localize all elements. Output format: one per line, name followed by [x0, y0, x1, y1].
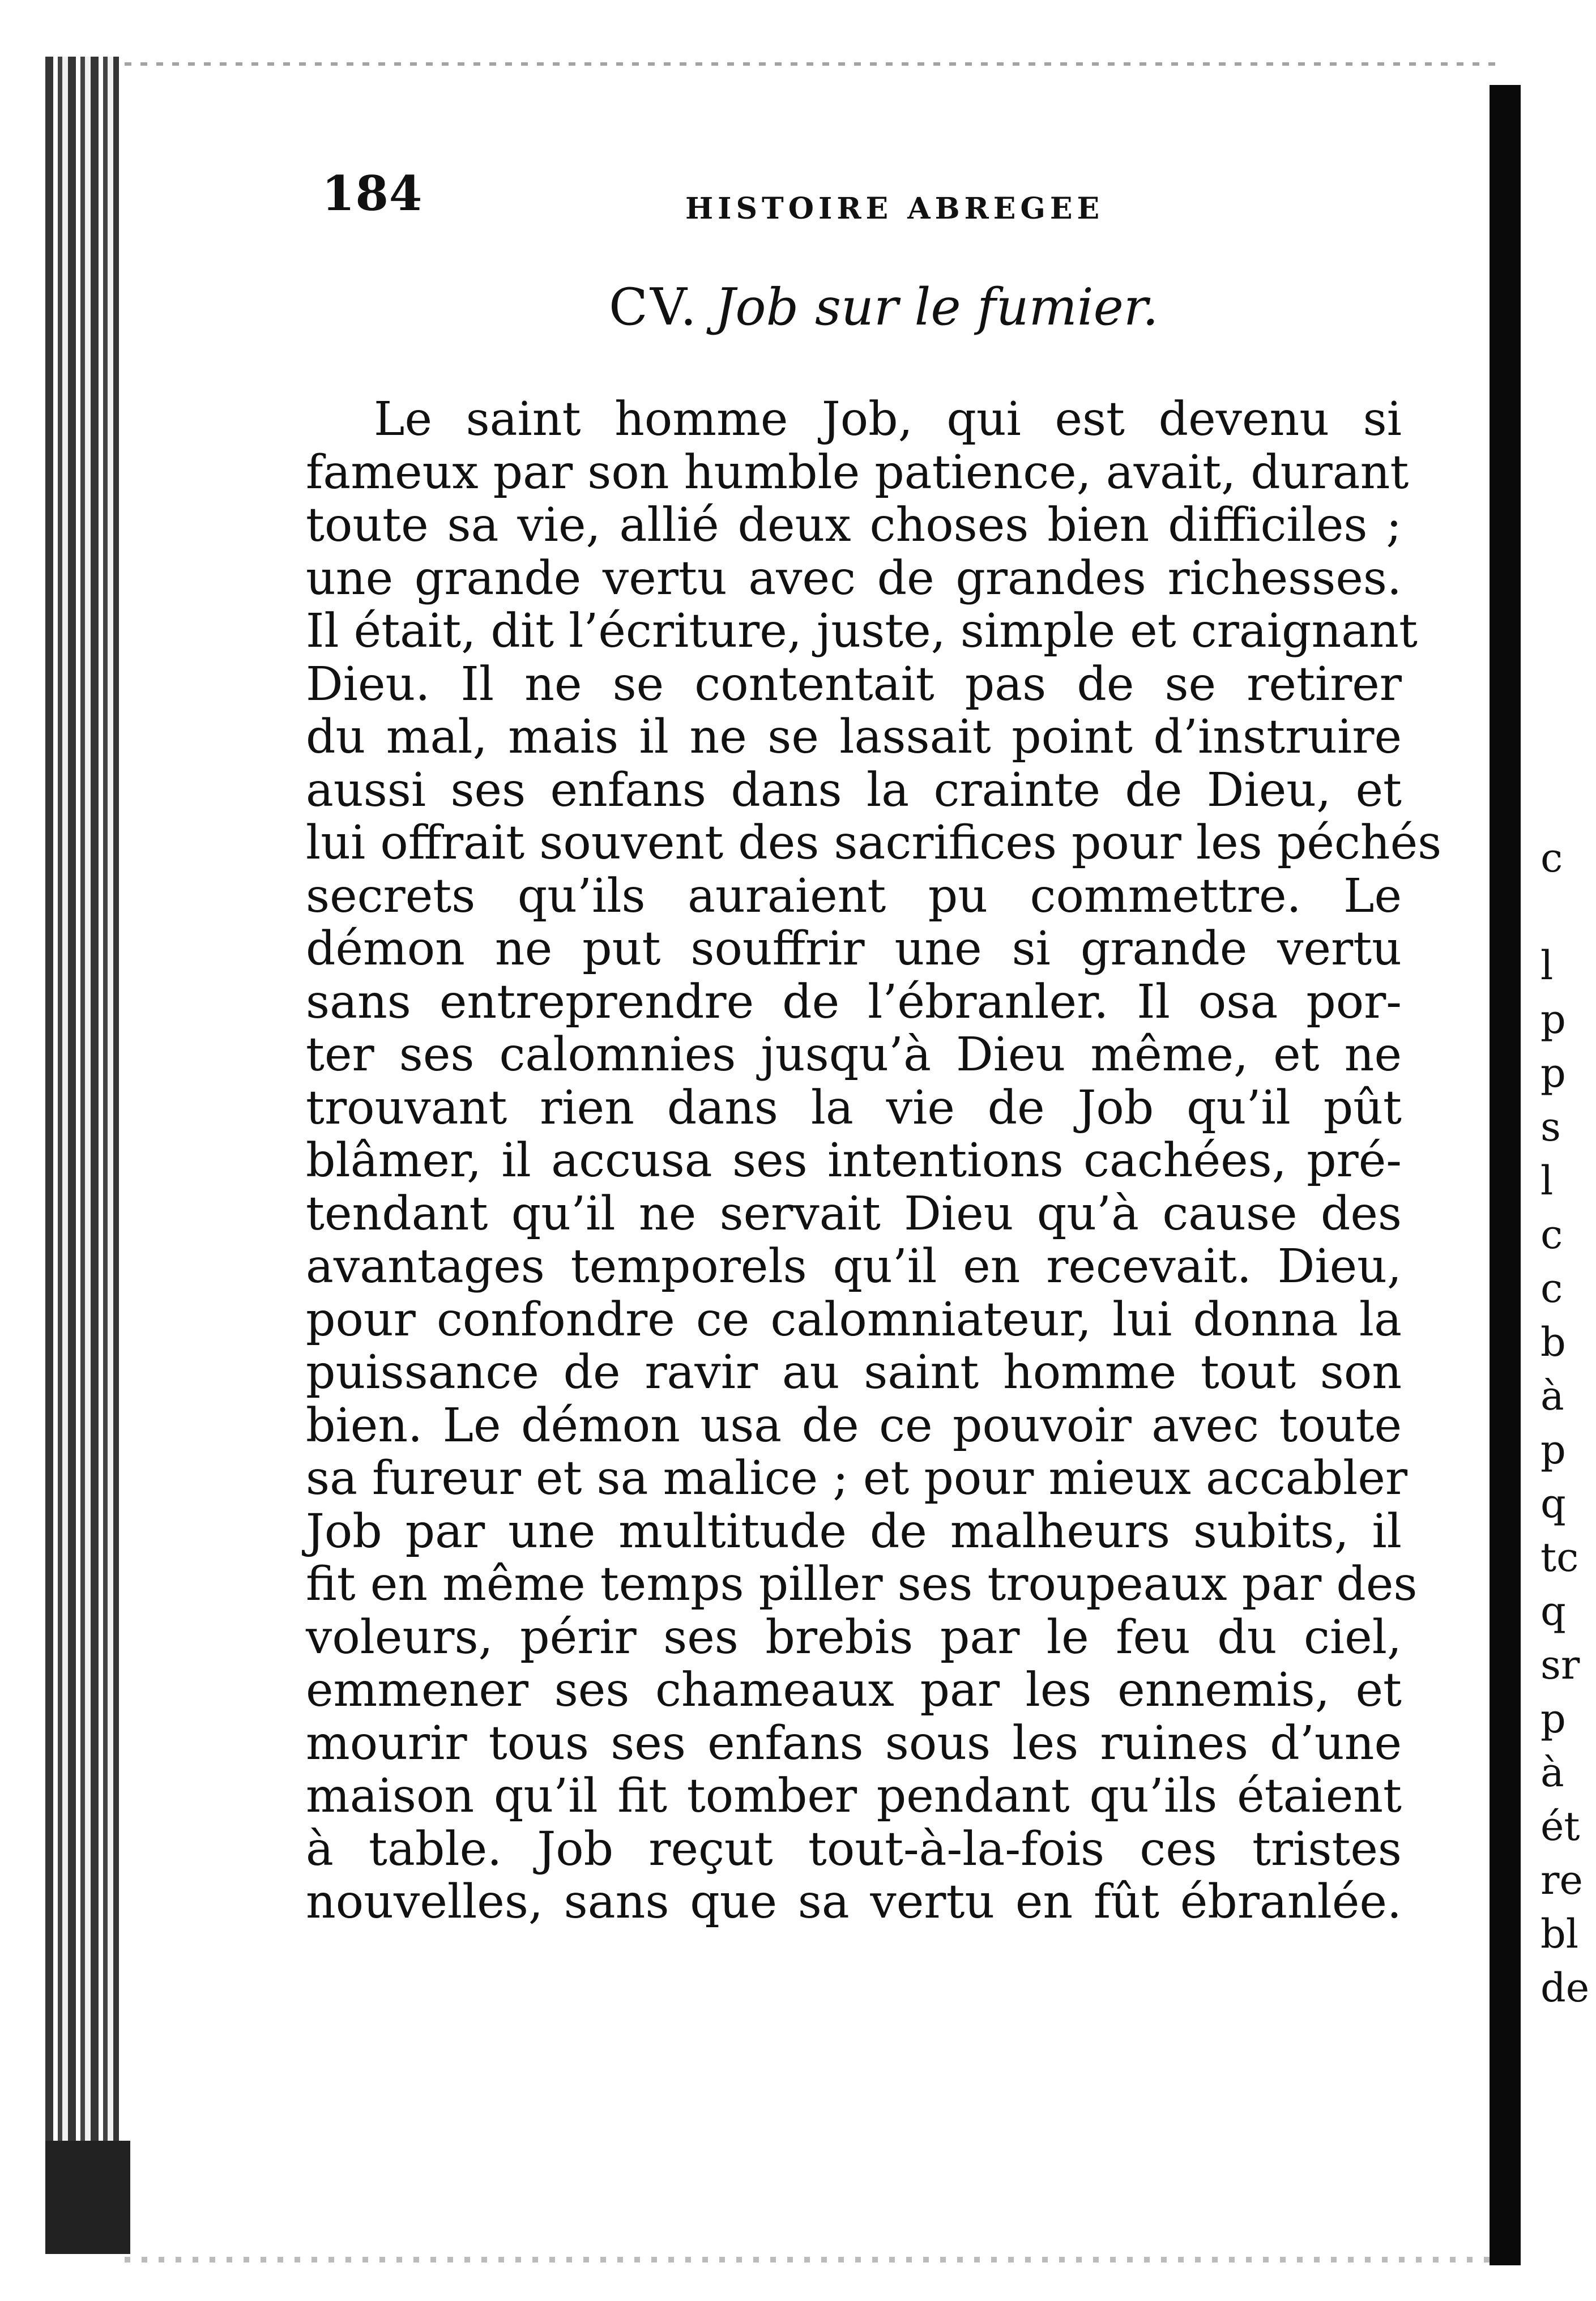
fragment-glyph: à — [1540, 1749, 1564, 1796]
fragment-glyph: sr — [1540, 1642, 1580, 1688]
fragment-glyph: p — [1540, 1427, 1566, 1473]
text-line: puissance de ravir au saint homme tout son — [306, 1346, 1402, 1399]
text-line: voleurs, périr ses brebis par le feu du ciel, — [306, 1610, 1402, 1664]
fragment-glyph: p — [1540, 1050, 1566, 1096]
text-line: nouvelles, sans que sa vertu en fût ébranlée. — [306, 1875, 1402, 1929]
text-line: Dieu. Il ne se contentait pas de se retirer — [306, 657, 1402, 711]
scan-gutter-shadow — [1490, 85, 1521, 2265]
fragment-glyph: bl — [1540, 1911, 1579, 1957]
fragment-glyph: l — [1540, 942, 1554, 989]
scan-top-noise — [125, 62, 1495, 66]
text-line: Il était, dit l’écriture, juste, simple et craignant — [306, 604, 1418, 658]
text-line: ter ses calomnies jusqu’à Dieu même, et ne — [306, 1028, 1402, 1082]
scan-bottom-noise — [125, 2257, 1495, 2262]
fragment-glyph: s — [1540, 1104, 1561, 1150]
text-line: secrets qu’ils auraient pu commettre. Le — [306, 869, 1402, 923]
body-paragraph — [306, 392, 1442, 1929]
fragment-glyph: c — [1540, 1211, 1563, 1258]
text-line: pour confondre ce calomniateur, lui donna la — [306, 1292, 1402, 1347]
text-line: toute sa vie, allié deux choses bien difficiles ; — [306, 498, 1402, 552]
fragment-glyph: c — [1540, 1265, 1563, 1312]
text-line: Job par une multitude de malheurs subits, il — [306, 1504, 1402, 1559]
scan-binding-edge — [45, 57, 119, 2254]
fragment-glyph: tc — [1540, 1534, 1579, 1581]
text-line: avantages temporels qu’il en recevait. Dieu, — [306, 1240, 1402, 1293]
text-line: tendant qu’il ne servait Dieu qu’à cause des — [306, 1186, 1402, 1241]
fragment-glyph: c — [1540, 835, 1563, 881]
running-head: HISTOIRE ABREGEE — [685, 191, 1104, 226]
fragment-glyph: q — [1540, 1480, 1566, 1527]
text-line: à table. Job reçut tout-à-la-fois ces tristes — [306, 1822, 1402, 1876]
text-line: emmener ses chameaux par les ennemis, et — [306, 1663, 1402, 1717]
fragment-glyph: p — [1540, 1696, 1566, 1742]
fragment-glyph: de — [1540, 1965, 1590, 2011]
fragment-glyph: re — [1540, 1857, 1583, 1903]
text-line: Le saint homme Job, qui est devenu si — [374, 392, 1402, 446]
fragment-glyph: q — [1540, 1588, 1566, 1634]
page-number: 184 — [322, 165, 423, 221]
facing-page-fragment — [1524, 835, 1596, 2112]
fragment-glyph: à — [1540, 1373, 1564, 1419]
text-line: fit en même temps piller ses troupeaux par des — [306, 1557, 1418, 1611]
text-line: démon ne put souffrir une si grande vertu — [306, 922, 1402, 976]
text-line: sa fureur et sa malice ; et pour mieux accabler — [306, 1452, 1408, 1505]
text-line: bien. Le démon usa de ce pouvoir avec toute — [306, 1398, 1402, 1453]
section-heading — [609, 278, 1159, 337]
scan-binding-shadow — [45, 2141, 130, 2254]
text-line: fameux par son humble patience, avait, durant — [306, 445, 1409, 500]
fragment-glyph: ét — [1540, 1803, 1580, 1850]
text-line: mourir tous ses enfans sous les ruines d’une — [306, 1716, 1402, 1770]
fragment-glyph: l — [1540, 1158, 1554, 1204]
text-line: trouvant rien dans la vie de Job qu’il pût — [306, 1081, 1402, 1135]
text-line: blâmer, il accusa ses intentions cachées, pré- — [306, 1134, 1402, 1188]
text-line: lui offrait souvent des sacrifices pour les péchés — [306, 816, 1442, 870]
text-line: une grande vertu avec de grandes richesses. — [306, 551, 1402, 605]
text-line: maison qu’il fit tomber pendant qu’ils étaient — [306, 1769, 1402, 1823]
section-number: CV. — [609, 278, 699, 337]
section-title: Job sur le fumier. — [715, 278, 1159, 337]
text-line: du mal, mais il ne se lassait point d’instruire — [306, 710, 1402, 764]
fragment-glyph: p — [1540, 996, 1566, 1043]
text-line: aussi ses enfans dans la crainte de Dieu, et — [306, 763, 1402, 817]
text-line: sans entreprendre de l’ébranler. Il osa por- — [306, 975, 1402, 1029]
fragment-glyph: b — [1540, 1319, 1566, 1365]
